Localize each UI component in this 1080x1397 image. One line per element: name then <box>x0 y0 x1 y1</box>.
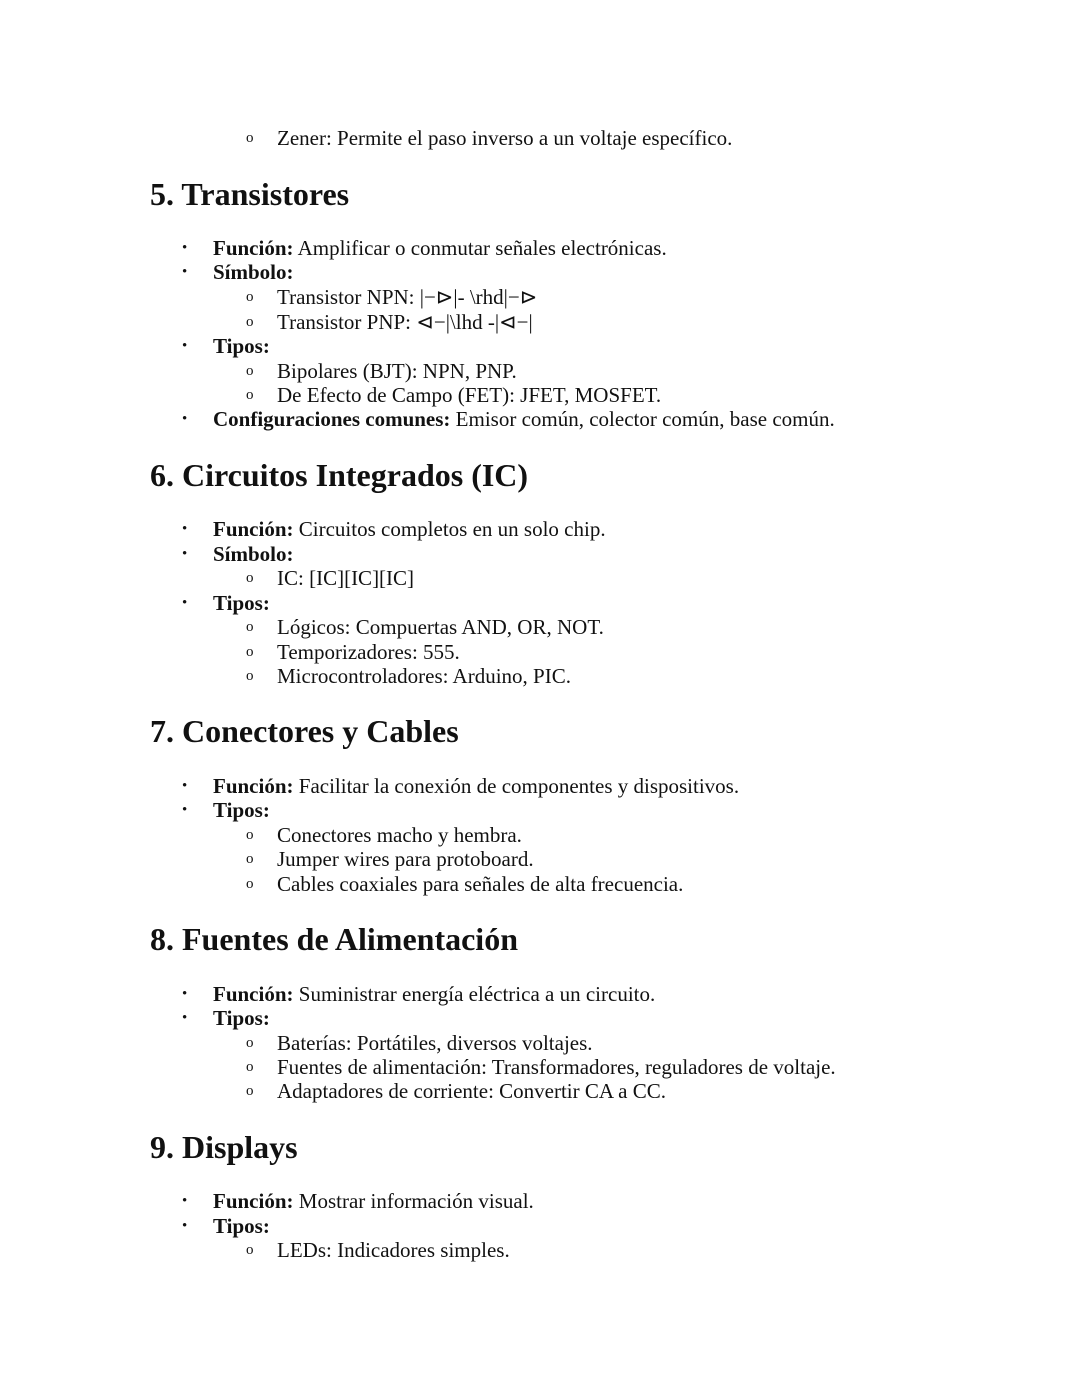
sub-bullet-marker: o <box>246 314 254 330</box>
list-item-jumper: Jumper wires para protoboard. <box>277 847 534 871</box>
list-item-funcion <box>213 517 606 541</box>
list-item-temporizadores: Temporizadores: 555. <box>277 640 460 664</box>
list-item-fuentes: Fuentes de alimentación: Transformadores, reguladores de voltaje. <box>277 1055 836 1079</box>
sub-bullet-marker: o <box>246 851 254 867</box>
tipos-label: Tipos: <box>213 1006 270 1030</box>
list-item-ic-symbol: IC: [IC][IC][IC] <box>277 566 415 590</box>
sub-bullet-marker: o <box>246 827 254 843</box>
list-item-funcion <box>213 236 667 260</box>
list-item-tipos <box>213 1214 270 1238</box>
list-item-conectores: Conectores macho y hembra. <box>277 823 522 847</box>
list-item-microcontroladores: Microcontroladores: Arduino, PIC. <box>277 664 571 688</box>
config-text: Emisor común, colector común, base común. <box>450 407 835 431</box>
bullet-marker: • <box>182 802 188 818</box>
sub-bullet-marker: o <box>246 1083 254 1099</box>
funcion-label: Función: <box>213 1189 294 1213</box>
simbolo-label: Símbolo: <box>213 260 294 284</box>
list-item-pnp: Transistor PNP: ⊲−|\lhd -|⊲−| <box>277 310 533 334</box>
list-item-simbolo <box>213 260 294 284</box>
sub-bullet-marker: o <box>246 619 254 635</box>
sub-bullet-marker: o <box>246 644 254 660</box>
sub-bullet-marker: o <box>246 363 254 379</box>
bullet-marker: • <box>182 240 188 256</box>
tipos-label: Tipos: <box>213 591 270 615</box>
funcion-label: Función: <box>213 982 294 1006</box>
tipos-label: Tipos: <box>213 334 270 358</box>
heading-transistores: 5. Transistores <box>150 176 350 212</box>
heading-conectores-cables: 7. Conectores y Cables <box>150 713 459 749</box>
bullet-marker: • <box>182 1010 188 1026</box>
funcion-text: Amplificar o conmutar señales electrónicas. <box>293 236 667 260</box>
list-item-funcion <box>213 774 739 798</box>
sub-bullet-marker: o <box>246 1035 254 1051</box>
bullet-marker: • <box>182 338 188 354</box>
heading-displays: 9. Displays <box>150 1129 298 1165</box>
list-item-tipos <box>213 1006 270 1030</box>
bullet-marker: • <box>182 546 188 562</box>
bullet-marker: • <box>182 411 188 427</box>
bullet-marker: • <box>182 778 188 794</box>
sub-bullet-marker: o <box>246 570 254 586</box>
sub-bullet-marker: o <box>246 1059 254 1075</box>
list-item-npn: Transistor NPN: |−⊳|- \rhd|−⊳ <box>277 285 538 309</box>
list-item-coaxiales: Cables coaxiales para señales de alta frecuencia. <box>277 872 684 896</box>
list-item-simbolo <box>213 542 294 566</box>
sub-bullet-marker: o <box>246 876 254 892</box>
heading-circuitos-integrados: 6. Circuitos Integrados (IC) <box>150 457 529 493</box>
config-label: Configuraciones comunes: <box>213 407 451 431</box>
sub-bullet-marker: o <box>246 668 254 684</box>
tipos-label: Tipos: <box>213 1214 270 1238</box>
list-item-baterias: Baterías: Portátiles, diversos voltajes. <box>277 1031 593 1055</box>
list-item-logicos: Lógicos: Compuertas AND, OR, NOT. <box>277 615 604 639</box>
list-item-bjt: Bipolares (BJT): NPN, PNP. <box>277 359 517 383</box>
list-item-leds: LEDs: Indicadores simples. <box>277 1238 510 1262</box>
list-item-zener: Zener: Permite el paso inverso a un voltaje específico. <box>277 126 733 150</box>
funcion-text: Mostrar información visual. <box>293 1189 534 1213</box>
list-item-configuraciones <box>213 407 835 431</box>
funcion-label: Función: <box>213 236 294 260</box>
list-item-adaptadores: Adaptadores de corriente: Convertir CA a CC. <box>277 1079 666 1103</box>
sub-bullet-marker: o <box>246 1242 254 1258</box>
list-item-funcion <box>213 982 655 1006</box>
bullet-marker: • <box>182 595 188 611</box>
funcion-text: Facilitar la conexión de componentes y dispositivos. <box>293 774 740 798</box>
list-item-funcion <box>213 1189 534 1213</box>
sub-bullet-marker: o <box>246 130 254 146</box>
bullet-marker: • <box>182 986 188 1002</box>
bullet-marker: • <box>182 1193 188 1209</box>
list-item-tipos <box>213 798 270 822</box>
bullet-marker: • <box>182 264 188 280</box>
bullet-marker: • <box>182 521 188 537</box>
sub-bullet-marker: o <box>246 289 254 305</box>
funcion-label: Función: <box>213 774 294 798</box>
list-item-tipos <box>213 591 270 615</box>
bullet-marker: • <box>182 1218 188 1234</box>
list-item-tipos <box>213 334 270 358</box>
list-item-fet: De Efecto de Campo (FET): JFET, MOSFET. <box>277 383 662 407</box>
sub-bullet-marker: o <box>246 387 254 403</box>
tipos-label: Tipos: <box>213 798 270 822</box>
funcion-label: Función: <box>213 517 294 541</box>
funcion-text: Circuitos completos en un solo chip. <box>293 517 606 541</box>
funcion-text: Suministrar energía eléctrica a un circuito. <box>293 982 656 1006</box>
heading-fuentes-alimentacion: 8. Fuentes de Alimentación <box>150 921 518 957</box>
simbolo-label: Símbolo: <box>213 542 294 566</box>
